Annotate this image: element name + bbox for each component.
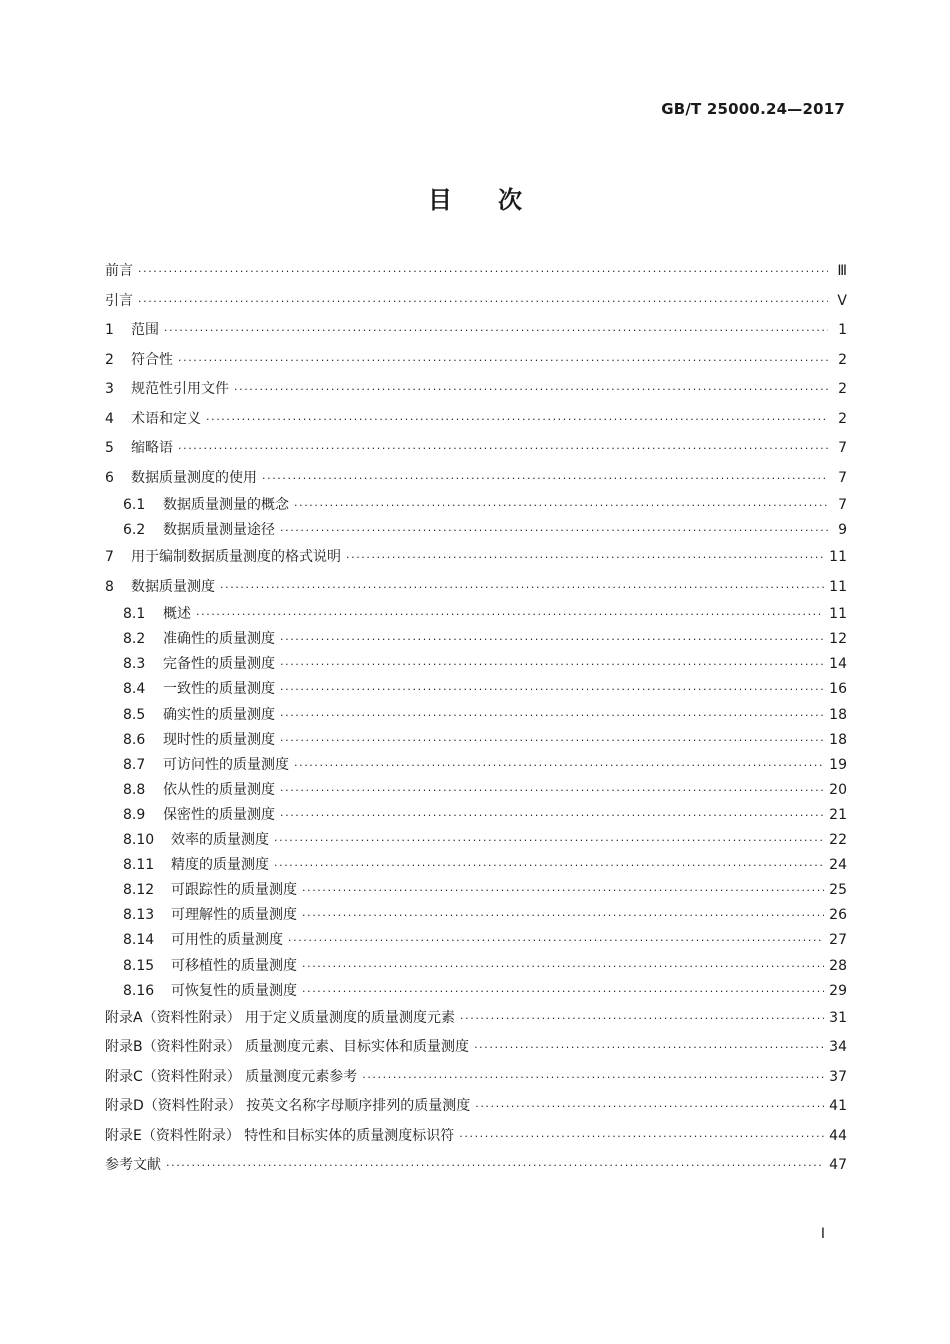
toc-entry-page: 7	[838, 497, 847, 513]
toc-entry-number: 6.1	[123, 497, 146, 513]
toc-entry-label: 参考文献	[105, 1157, 161, 1174]
toc-entry-page: Ⅴ	[837, 292, 847, 309]
toc-entry-number: 8.10	[123, 832, 155, 849]
toc-entry-label: 术语和定义	[131, 410, 201, 427]
toc-dot-leader	[196, 602, 824, 627]
toc-entry[interactable]	[105, 573, 847, 603]
toc-entry-page: 25	[829, 882, 847, 899]
toc-entry-page: 22	[829, 832, 847, 849]
toc-entry[interactable]	[105, 405, 847, 435]
toc-entry[interactable]	[105, 1063, 847, 1093]
toc-entry-label: 附录E（资料性附录） 特性和目标实体的质量测度标识符	[105, 1127, 455, 1144]
toc-entry-label: 附录A（资料性附录） 用于定义质量测度的质量测度元素	[105, 1009, 456, 1026]
toc-entry-number: 8.16	[123, 982, 155, 999]
toc-entry-page: 37	[829, 1068, 847, 1085]
toc-entry[interactable]	[105, 954, 847, 979]
toc-entry-label: 可理解性的质量测度	[171, 907, 297, 924]
toc-entry-label: 范围	[131, 322, 159, 338]
toc-entry[interactable]	[105, 602, 847, 627]
toc-entry-number: 8.5	[123, 706, 146, 723]
toc-entry-page: 20	[829, 781, 847, 798]
toc-entry-page: 24	[829, 857, 847, 874]
toc-entry-label: 数据质量测量途径	[163, 522, 275, 539]
toc-entry-label: 一致性的质量测度	[163, 681, 275, 698]
toc-entry-number: 5	[105, 440, 114, 456]
toc-entry-page: 2	[838, 381, 847, 397]
toc-dot-leader	[166, 1151, 824, 1181]
toc-entry-label: 确实性的质量测度	[163, 706, 275, 723]
toc-entry-page: Ⅲ	[837, 263, 847, 279]
toc-entry-page: 18	[829, 731, 847, 748]
toc-entry-page: 11	[829, 578, 847, 595]
toc-entry-number: 3	[105, 381, 114, 397]
toc-entry[interactable]	[105, 928, 847, 953]
toc-dot-leader	[280, 703, 824, 728]
toc-entry-label: 缩略语	[131, 440, 173, 456]
toc-entry[interactable]	[105, 753, 847, 778]
toc-entry-page: 21	[829, 806, 847, 823]
toc-entry-page: 16	[829, 681, 847, 698]
toc-dot-leader	[280, 778, 824, 803]
toc-entry-page: 2	[838, 351, 847, 368]
toc-dot-leader	[460, 1004, 824, 1034]
toc-entry[interactable]	[105, 878, 847, 903]
toc-entry-number: 8	[105, 578, 114, 595]
toc-dot-leader	[459, 1122, 824, 1152]
toc-entry-label: 准确性的质量测度	[163, 631, 275, 648]
toc-entry[interactable]	[105, 493, 847, 518]
toc-entry-label: 可恢复性的质量测度	[171, 982, 297, 999]
toc-entry-label: 可跟踪性的质量测度	[171, 882, 297, 899]
toc-entry-label: 数据质量测度的使用	[131, 469, 257, 486]
toc-entry[interactable]	[105, 677, 847, 702]
toc-entry[interactable]	[105, 853, 847, 878]
toc-entry-label: 完备性的质量测度	[163, 656, 275, 673]
toc-dot-leader	[288, 928, 824, 953]
toc-entry-label: 效率的质量测度	[171, 832, 269, 849]
toc-dot-leader	[178, 434, 828, 464]
toc-entry-label: 数据质量测量的概念	[163, 497, 289, 513]
toc-dot-leader	[294, 753, 824, 778]
toc-entry-number: 1	[105, 322, 114, 338]
toc-entry[interactable]	[105, 518, 847, 543]
toc-entry-number: 8.1	[123, 606, 146, 623]
toc-dot-leader	[474, 1033, 824, 1063]
toc-entry-page: 31	[829, 1009, 847, 1026]
toc-entry[interactable]	[105, 287, 847, 317]
toc-entry[interactable]	[105, 703, 847, 728]
toc-entry[interactable]	[105, 316, 847, 346]
toc-entry[interactable]	[105, 1122, 847, 1152]
toc-dot-leader	[346, 543, 824, 573]
page-title: 目次	[428, 186, 568, 214]
toc-entry[interactable]	[105, 1004, 847, 1034]
toc-entry-number: 8.11	[123, 857, 155, 874]
toc-entry-page: 11	[829, 606, 847, 623]
toc-dot-leader	[178, 346, 828, 376]
toc-entry-page: 18	[829, 706, 847, 723]
toc-entry-label: 规范性引用文件	[131, 381, 229, 397]
toc-entry[interactable]	[105, 728, 847, 753]
toc-entry[interactable]	[105, 543, 847, 573]
toc-entry-label: 数据质量测度	[131, 578, 215, 595]
toc-dot-leader	[280, 677, 824, 702]
toc-entry[interactable]	[105, 464, 847, 494]
toc-entry-page: 11	[829, 549, 847, 566]
toc-entry[interactable]	[105, 1151, 847, 1181]
toc-entry-number: 6.2	[123, 522, 146, 539]
toc-entry-number: 8.13	[123, 907, 155, 924]
toc-entry-label: 依从性的质量测度	[163, 781, 275, 798]
toc-entry-number: 8.14	[123, 932, 155, 949]
toc-entry[interactable]	[105, 346, 847, 376]
toc-dot-leader	[138, 257, 828, 287]
toc-entry-number: 8.8	[123, 781, 146, 798]
toc-entry-number: 8.15	[123, 957, 155, 974]
table-of-contents	[105, 257, 847, 1181]
toc-entry-page: 7	[838, 469, 847, 486]
toc-entry[interactable]	[105, 979, 847, 1004]
toc-entry-page: 41	[829, 1098, 847, 1115]
toc-entry-label: 概述	[163, 606, 191, 623]
toc-dot-leader	[280, 728, 824, 753]
toc-entry-label: 保密性的质量测度	[163, 806, 275, 823]
toc-dot-leader	[280, 652, 824, 677]
toc-entry[interactable]	[105, 1033, 847, 1063]
toc-entry[interactable]	[105, 652, 847, 677]
toc-entry-number: 8.3	[123, 656, 146, 673]
toc-entry[interactable]	[105, 627, 847, 652]
toc-dot-leader	[138, 287, 828, 317]
toc-entry-label: 引言	[105, 292, 133, 309]
toc-dot-leader	[280, 627, 824, 652]
toc-entry-page: 9	[838, 522, 847, 539]
toc-entry[interactable]	[105, 257, 847, 287]
toc-dot-leader	[274, 853, 824, 878]
toc-entry-number: 7	[105, 549, 114, 566]
toc-entry-label: 附录B（资料性附录） 质量测度元素、目标实体和质量测度	[105, 1039, 470, 1056]
toc-entry-number: 8.7	[123, 756, 146, 773]
toc-dot-leader	[220, 573, 824, 603]
toc-entry-page: 7	[838, 440, 847, 456]
toc-entry-label: 可访问性的质量测度	[163, 756, 289, 773]
toc-entry-label: 前言	[105, 263, 133, 279]
toc-entry-page: 44	[829, 1127, 847, 1144]
toc-entry[interactable]	[105, 803, 847, 828]
toc-entry-page: 28	[829, 957, 847, 974]
toc-entry-label: 可移植性的质量测度	[171, 957, 297, 974]
toc-dot-leader	[475, 1092, 824, 1122]
toc-dot-leader	[280, 803, 824, 828]
toc-dot-leader	[280, 518, 828, 543]
toc-entry[interactable]	[105, 903, 847, 928]
toc-entry-page: 12	[829, 631, 847, 648]
toc-entry-label: 精度的质量测度	[171, 857, 269, 874]
toc-dot-leader	[302, 903, 824, 928]
page-number: I	[820, 1226, 825, 1242]
toc-dot-leader	[164, 316, 828, 346]
toc-dot-leader	[274, 828, 824, 853]
toc-entry-label: 用于编制数据质量测度的格式说明	[131, 549, 341, 566]
toc-entry-page: 47	[829, 1157, 847, 1174]
standard-code: GB/T 25000.24—2017	[661, 100, 845, 118]
toc-entry-page: 14	[829, 656, 847, 673]
toc-entry-label: 可用性的质量测度	[171, 932, 283, 949]
toc-entry[interactable]	[105, 434, 847, 464]
toc-dot-leader	[234, 375, 828, 405]
toc-entry-page: 29	[829, 982, 847, 999]
toc-dot-leader	[294, 493, 828, 518]
toc-entry-page: 34	[829, 1039, 847, 1056]
toc-entry-label: 附录C（资料性附录） 质量测度元素参考	[105, 1068, 358, 1085]
toc-entry-label: 附录D（资料性附录） 按英文名称字母顺序排列的质量测度	[105, 1098, 471, 1115]
toc-entry-label: 符合性	[131, 351, 173, 368]
toc-dot-leader	[362, 1063, 824, 1093]
toc-entry[interactable]	[105, 1092, 847, 1122]
toc-entry[interactable]	[105, 778, 847, 803]
toc-entry-page: 2	[838, 410, 847, 427]
toc-entry-page: 26	[829, 907, 847, 924]
toc-entry-label: 现时性的质量测度	[163, 731, 275, 748]
toc-entry-number: 8.4	[123, 681, 146, 698]
toc-dot-leader	[302, 979, 824, 1004]
toc-entry-number: 4	[105, 410, 114, 427]
toc-entry-number: 8.9	[123, 806, 146, 823]
toc-entry-page: 27	[829, 932, 847, 949]
toc-entry[interactable]	[105, 375, 847, 405]
toc-entry-page: 19	[829, 756, 847, 773]
toc-dot-leader	[206, 405, 828, 435]
toc-entry[interactable]	[105, 828, 847, 853]
toc-entry-page: 1	[838, 322, 847, 338]
toc-dot-leader	[302, 954, 824, 979]
toc-dot-leader	[262, 464, 828, 494]
toc-entry-number: 6	[105, 469, 114, 486]
toc-entry-number: 8.12	[123, 882, 155, 899]
toc-entry-number: 8.6	[123, 731, 146, 748]
toc-dot-leader	[302, 878, 824, 903]
toc-entry-number: 2	[105, 351, 114, 368]
toc-entry-number: 8.2	[123, 631, 146, 648]
